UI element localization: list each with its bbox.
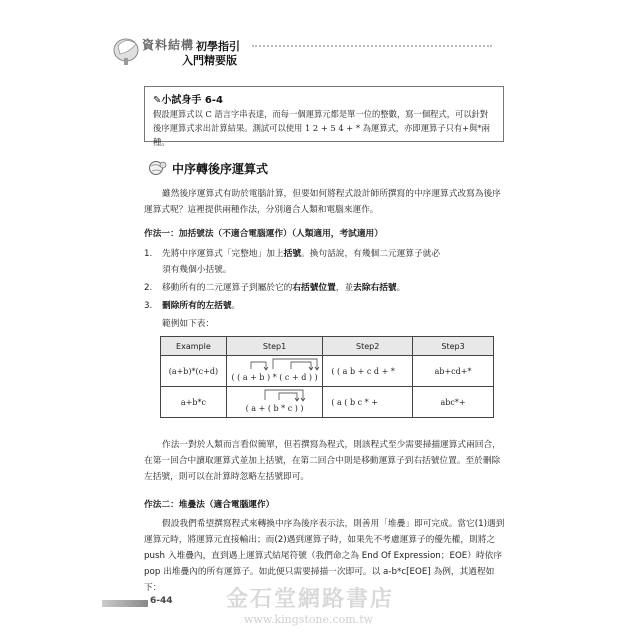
globe-icon — [148, 160, 168, 176]
table-header: Step1 — [226, 337, 323, 356]
table-row — [161, 387, 494, 418]
example-table — [160, 336, 494, 418]
step2-cell: ( a ( b c * + — [323, 387, 413, 418]
method1-step-3: 3. 刪除所有的左括號。 — [144, 301, 241, 311]
try-it-title: ✎小試身手 6-4 — [153, 95, 223, 106]
step1-cell: ( a + ( b * c ) ) — [226, 387, 323, 418]
page-header — [112, 32, 532, 72]
method1-heading: 作法一：加括號法（不適合電腦運作）（人類適用，考試適用） — [144, 229, 383, 239]
table-header: Step3 — [413, 337, 494, 356]
watermark-url: www.kingstone.com.tw — [244, 613, 374, 626]
header-divider — [252, 45, 492, 47]
method1-step-1-cont: 須有幾個小括號。 — [162, 265, 232, 275]
try-it-box — [144, 86, 504, 147]
method1-step-1: 1. 先將中序運算式「完整地」加上括號。換句話說，有幾個二元運算子就必 — [144, 249, 440, 259]
example-cell: (a+b)*(c+d) — [161, 356, 227, 387]
method2-heading: 作法二：堆疊法（適合電腦運作） — [144, 500, 275, 510]
brand-title: 資料結構 — [142, 38, 195, 52]
move-arrows-icon — [231, 388, 331, 402]
series-title: 初學指引 — [196, 40, 240, 53]
table-row — [161, 356, 494, 387]
method2-paragraph: 假設我們希望撰寫程式來轉換中序為後序表示法，則善用「堆疊」即可完成。當它(1)遇到運算元時，將運算元直接輸出；而(2)遇到運算子時，如果先不考慮運算子的優先權，則將之 push 入堆疊內，直到遇上運算式結尾符號（我們命之為 End Of Expression；EOE）時依序 pop 出堆疊內的所有運算子。如此便只需要掃描一次即可。以 a-b*c[EOE] 為例，其過程如下： — [144, 519, 505, 593]
table-header-row — [161, 337, 494, 356]
step3-cell: ab+cd+* — [413, 356, 494, 387]
move-arrows-icon — [231, 357, 331, 371]
table-header: Step2 — [323, 337, 413, 356]
edition-title: 入門精要版 — [182, 54, 237, 67]
step2-cell: ( ( a b + c d + * — [323, 356, 413, 387]
method1-step-2: 2. 移動所有的二元運算子到屬於它的右括號位置，並去除右括號。 — [144, 283, 406, 293]
step3-cell: abc*+ — [413, 387, 494, 418]
example-cell: a+b*c — [161, 387, 227, 418]
page-number: 6-44 — [150, 596, 173, 606]
pencil-icon: ✎ — [153, 95, 162, 106]
example-intro: 範例如下表： — [162, 319, 215, 329]
method1-discussion: 作法一對於人類而言看似簡單，但若撰寫為程式，則該程式至少需要掃描運算式兩回合，在第一回合中讀取運算式並加上括號，在第二回合中則是移動運算子到右括號位置。至於刪除左括號，則可以在計算時忽略左括號即可。 — [144, 440, 501, 482]
footer-bar — [102, 600, 148, 607]
intro-paragraph: 雖然後序運算式有助於電腦計算，但要如何將程式設計師所撰寫的中序運算式改寫為後序運算式呢？這裡提供兩種作法，分別適合人類和電腦來運作。 — [144, 189, 501, 215]
step1-cell: ( ( a + b ) * ( c + d ) ) — [226, 356, 323, 387]
table-header: Example — [161, 337, 227, 356]
try-it-text: 假設運算式以 C 語言字串表達，而每一個運算元都是單一位的整數，寫一個程式，可以針對後序運算式求出計算結果。測試可以使用 1 2 + 5 4 + * 為運算式，亦即運算子只有+與*兩種。 — [153, 109, 490, 147]
section-title: 中序轉後序運算式 — [172, 162, 269, 176]
watermark-name: 金石堂網路書店 — [226, 586, 395, 612]
